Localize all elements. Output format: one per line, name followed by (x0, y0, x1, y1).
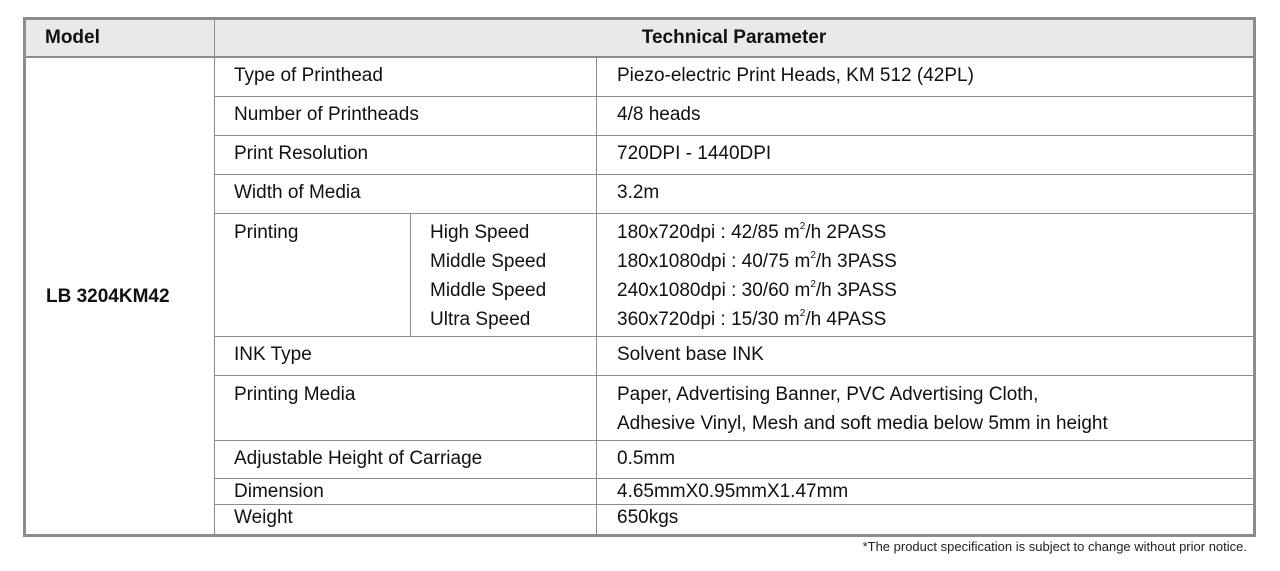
param-value (597, 376, 1255, 441)
speed-mode: Middle Speed (430, 280, 547, 301)
speed-value: 240x1080dpi : 30/60 $m^2/h$ 3PASS (617, 279, 897, 301)
param-label: Weight (215, 505, 597, 536)
param-value: 4.65mmX0.95mmX1.47mm (597, 479, 1255, 505)
model-header: Model (25, 19, 215, 58)
speed-values (597, 214, 1255, 337)
speed-mode: High Speed (430, 222, 530, 243)
param-value: 720DPI - 1440DPI (597, 136, 1255, 175)
param-label: Print Resolution (215, 136, 597, 175)
speed-mode: Ultra Speed (430, 309, 531, 330)
param-label: Adjustable Height of Carriage (215, 441, 597, 479)
media-value-line: Adhesive Vinyl, Mesh and soft media below 5mm in height (617, 413, 1108, 434)
param-value: 0.5mm (597, 441, 1255, 479)
param-label: Printing (215, 214, 411, 337)
table-header-row (25, 19, 1255, 58)
param-label: Width of Media (215, 175, 597, 214)
speed-modes (411, 214, 597, 337)
speed-value: 180x1080dpi : 40/75 $m^2/h$ 3PASS (617, 250, 897, 272)
param-label: Dimension (215, 479, 597, 505)
media-value-line: Paper, Advertising Banner, PVC Advertising Cloth, (617, 384, 1039, 405)
speed-mode: Middle Speed (430, 251, 547, 272)
param-value: 3.2m (597, 175, 1255, 214)
param-value: Piezo-electric Print Heads, KM 512 (42PL) (597, 57, 1255, 97)
param-label: Number of Printheads (215, 97, 597, 136)
speed-value: 360x720dpi : 15/30 $m^2/h$ 4PASS (617, 308, 887, 330)
model-name: LB 3204KM42 (25, 57, 215, 536)
param-value: Solvent base INK (597, 337, 1255, 376)
param-label: INK Type (215, 337, 597, 376)
footnote: *The product specification is subject to change without prior notice. (862, 539, 1247, 554)
technical-parameter-header: Technical Parameter (215, 19, 1255, 58)
table-row (25, 57, 1255, 97)
param-value: 650kgs (597, 505, 1255, 536)
param-label: Printing Media (215, 376, 597, 441)
param-value: 4/8 heads (597, 97, 1255, 136)
speed-value: 180x720dpi : 42/85 $m^2/h$ 2PASS (617, 221, 887, 243)
spec-table (23, 17, 1256, 537)
param-label: Type of Printhead (215, 57, 597, 97)
